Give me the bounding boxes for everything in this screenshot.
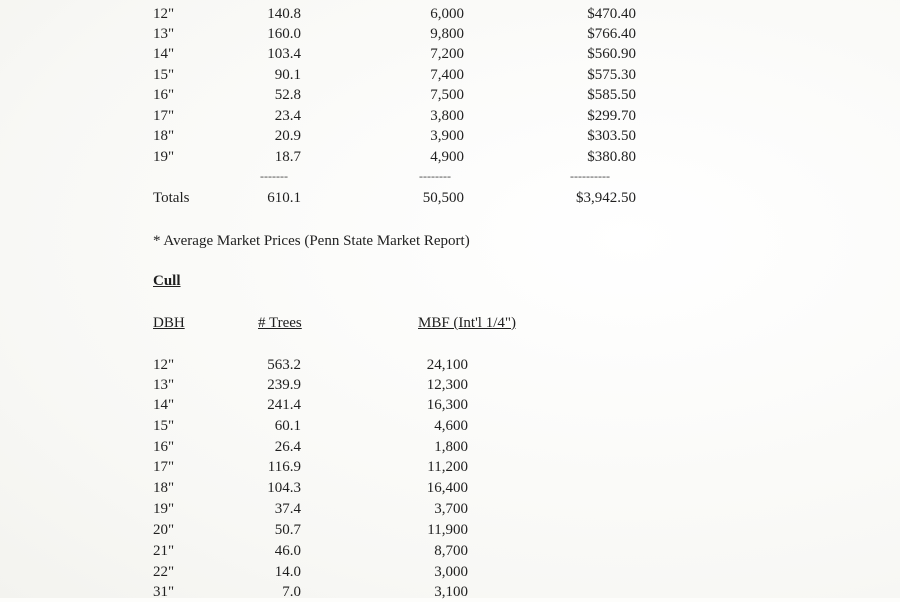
table-row: [0, 44, 900, 64]
trees-cell: 563.2: [267, 357, 301, 373]
trees-cell: 104.3: [267, 480, 301, 496]
trees-cell: 20.9: [274, 128, 301, 144]
dbh-cell: 13": [153, 377, 175, 393]
dbh-cell: 15": [153, 67, 175, 83]
trees-cell: 50.7: [274, 522, 301, 538]
value-separator: ----------: [570, 169, 610, 183]
separator-row: [0, 170, 900, 190]
mbf-cell: 7,400: [430, 67, 464, 83]
trees-cell: 140.8: [267, 6, 301, 22]
mbf-cell: 7,500: [430, 87, 464, 103]
mbf-cell: 4,900: [430, 149, 464, 165]
mbf-cell: 3,700: [434, 501, 468, 517]
dbh-cell: 18": [153, 480, 175, 496]
mbf-cell: 1,800: [434, 439, 468, 455]
table-row: [0, 541, 900, 561]
dbh-cell: 18": [153, 128, 175, 144]
mbf-cell: 3,900: [430, 128, 464, 144]
dbh-cell: 14": [153, 46, 175, 62]
value-cell: $585.50: [587, 87, 636, 103]
trees-cell: 37.4: [274, 501, 301, 517]
dbh-cell: 14": [153, 397, 175, 413]
dbh-cell: 16": [153, 87, 175, 103]
table-row: [0, 126, 900, 146]
dbh-cell: 16": [153, 439, 175, 455]
mbf-cell: 6,000: [430, 6, 464, 22]
dbh-cell: 13": [153, 26, 175, 42]
dbh-cell: 17": [153, 108, 175, 124]
dbh-cell: 19": [153, 501, 175, 517]
value-cell: $470.40: [587, 6, 636, 22]
section-title-cull: Cull: [153, 273, 181, 289]
mbf-separator: --------: [419, 169, 451, 183]
trees-cell: 116.9: [267, 459, 301, 475]
trees-cell: 60.1: [274, 418, 301, 434]
trees-cell: 18.7: [274, 149, 301, 165]
trees-cell: 23.4: [274, 108, 301, 124]
mbf-cell: 9,800: [430, 26, 464, 42]
totals-mbf: 50,500: [422, 190, 464, 206]
table-row: [0, 65, 900, 85]
table-row: [0, 395, 900, 415]
trees-cell: 7.0: [282, 584, 301, 600]
value-cell: $303.50: [587, 128, 636, 144]
mbf-cell: 3,100: [434, 584, 468, 600]
trees-cell: 239.9: [267, 377, 301, 393]
table-row: [0, 147, 900, 167]
table-row: [0, 437, 900, 457]
mbf-cell: 24,100: [426, 357, 468, 373]
dbh-cell: 17": [153, 459, 175, 475]
mbf-cell: 8,700: [434, 543, 468, 559]
table-row: [0, 4, 900, 24]
column-header-trees: # Trees: [258, 315, 302, 331]
mbf-cell: 3,800: [430, 108, 464, 124]
table-row: [0, 355, 900, 375]
mbf-cell: 11,200: [427, 459, 468, 475]
column-header-dbh: DBH: [153, 315, 185, 331]
column-header-mbf: MBF (Int'l 1/4"): [418, 315, 516, 331]
mbf-cell: 12,300: [426, 377, 468, 393]
mbf-cell: 4,600: [434, 418, 468, 434]
value-cell: $299.70: [587, 108, 636, 124]
totals-label: Totals: [153, 190, 190, 206]
table-row: [0, 375, 900, 395]
mbf-cell: 11,900: [427, 522, 468, 538]
table-row: [0, 478, 900, 498]
trees-cell: 90.1: [274, 67, 301, 83]
table-row: [0, 24, 900, 44]
mbf-cell: 7,200: [430, 46, 464, 62]
dbh-cell: 22": [153, 564, 175, 580]
table-row: [0, 562, 900, 582]
mbf-cell: 3,000: [434, 564, 468, 580]
table-row: [0, 457, 900, 477]
table-row: [0, 520, 900, 540]
mbf-cell: 16,300: [426, 397, 468, 413]
table-row: [0, 85, 900, 105]
trees-cell: 103.4: [267, 46, 301, 62]
trees-cell: 241.4: [267, 397, 301, 413]
trees-separator: -------: [260, 169, 288, 183]
trees-cell: 14.0: [274, 564, 301, 580]
dbh-cell: 15": [153, 418, 175, 434]
footnote: * Average Market Prices (Penn State Market Report): [153, 233, 470, 249]
dbh-cell: 20": [153, 522, 175, 538]
value-cell: $575.30: [587, 67, 636, 83]
mbf-cell: 16,400: [426, 480, 468, 496]
table-row: [0, 582, 900, 602]
table-row: [0, 106, 900, 126]
trees-cell: 26.4: [274, 439, 301, 455]
trees-cell: 52.8: [274, 87, 301, 103]
dbh-cell: 31": [153, 584, 175, 600]
table-row: [0, 499, 900, 519]
dbh-cell: 21": [153, 543, 175, 559]
totals-row: [0, 188, 900, 208]
dbh-cell: 12": [153, 6, 175, 22]
dbh-cell: 19": [153, 149, 175, 165]
totals-trees: 610.1: [267, 190, 301, 206]
table-row: [0, 416, 900, 436]
dbh-cell: 12": [153, 357, 175, 373]
value-cell: $766.40: [587, 26, 636, 42]
totals-value: $3,942.50: [576, 190, 636, 206]
trees-cell: 160.0: [267, 26, 301, 42]
trees-cell: 46.0: [274, 543, 301, 559]
value-cell: $380.80: [587, 149, 636, 165]
value-cell: $560.90: [587, 46, 636, 62]
